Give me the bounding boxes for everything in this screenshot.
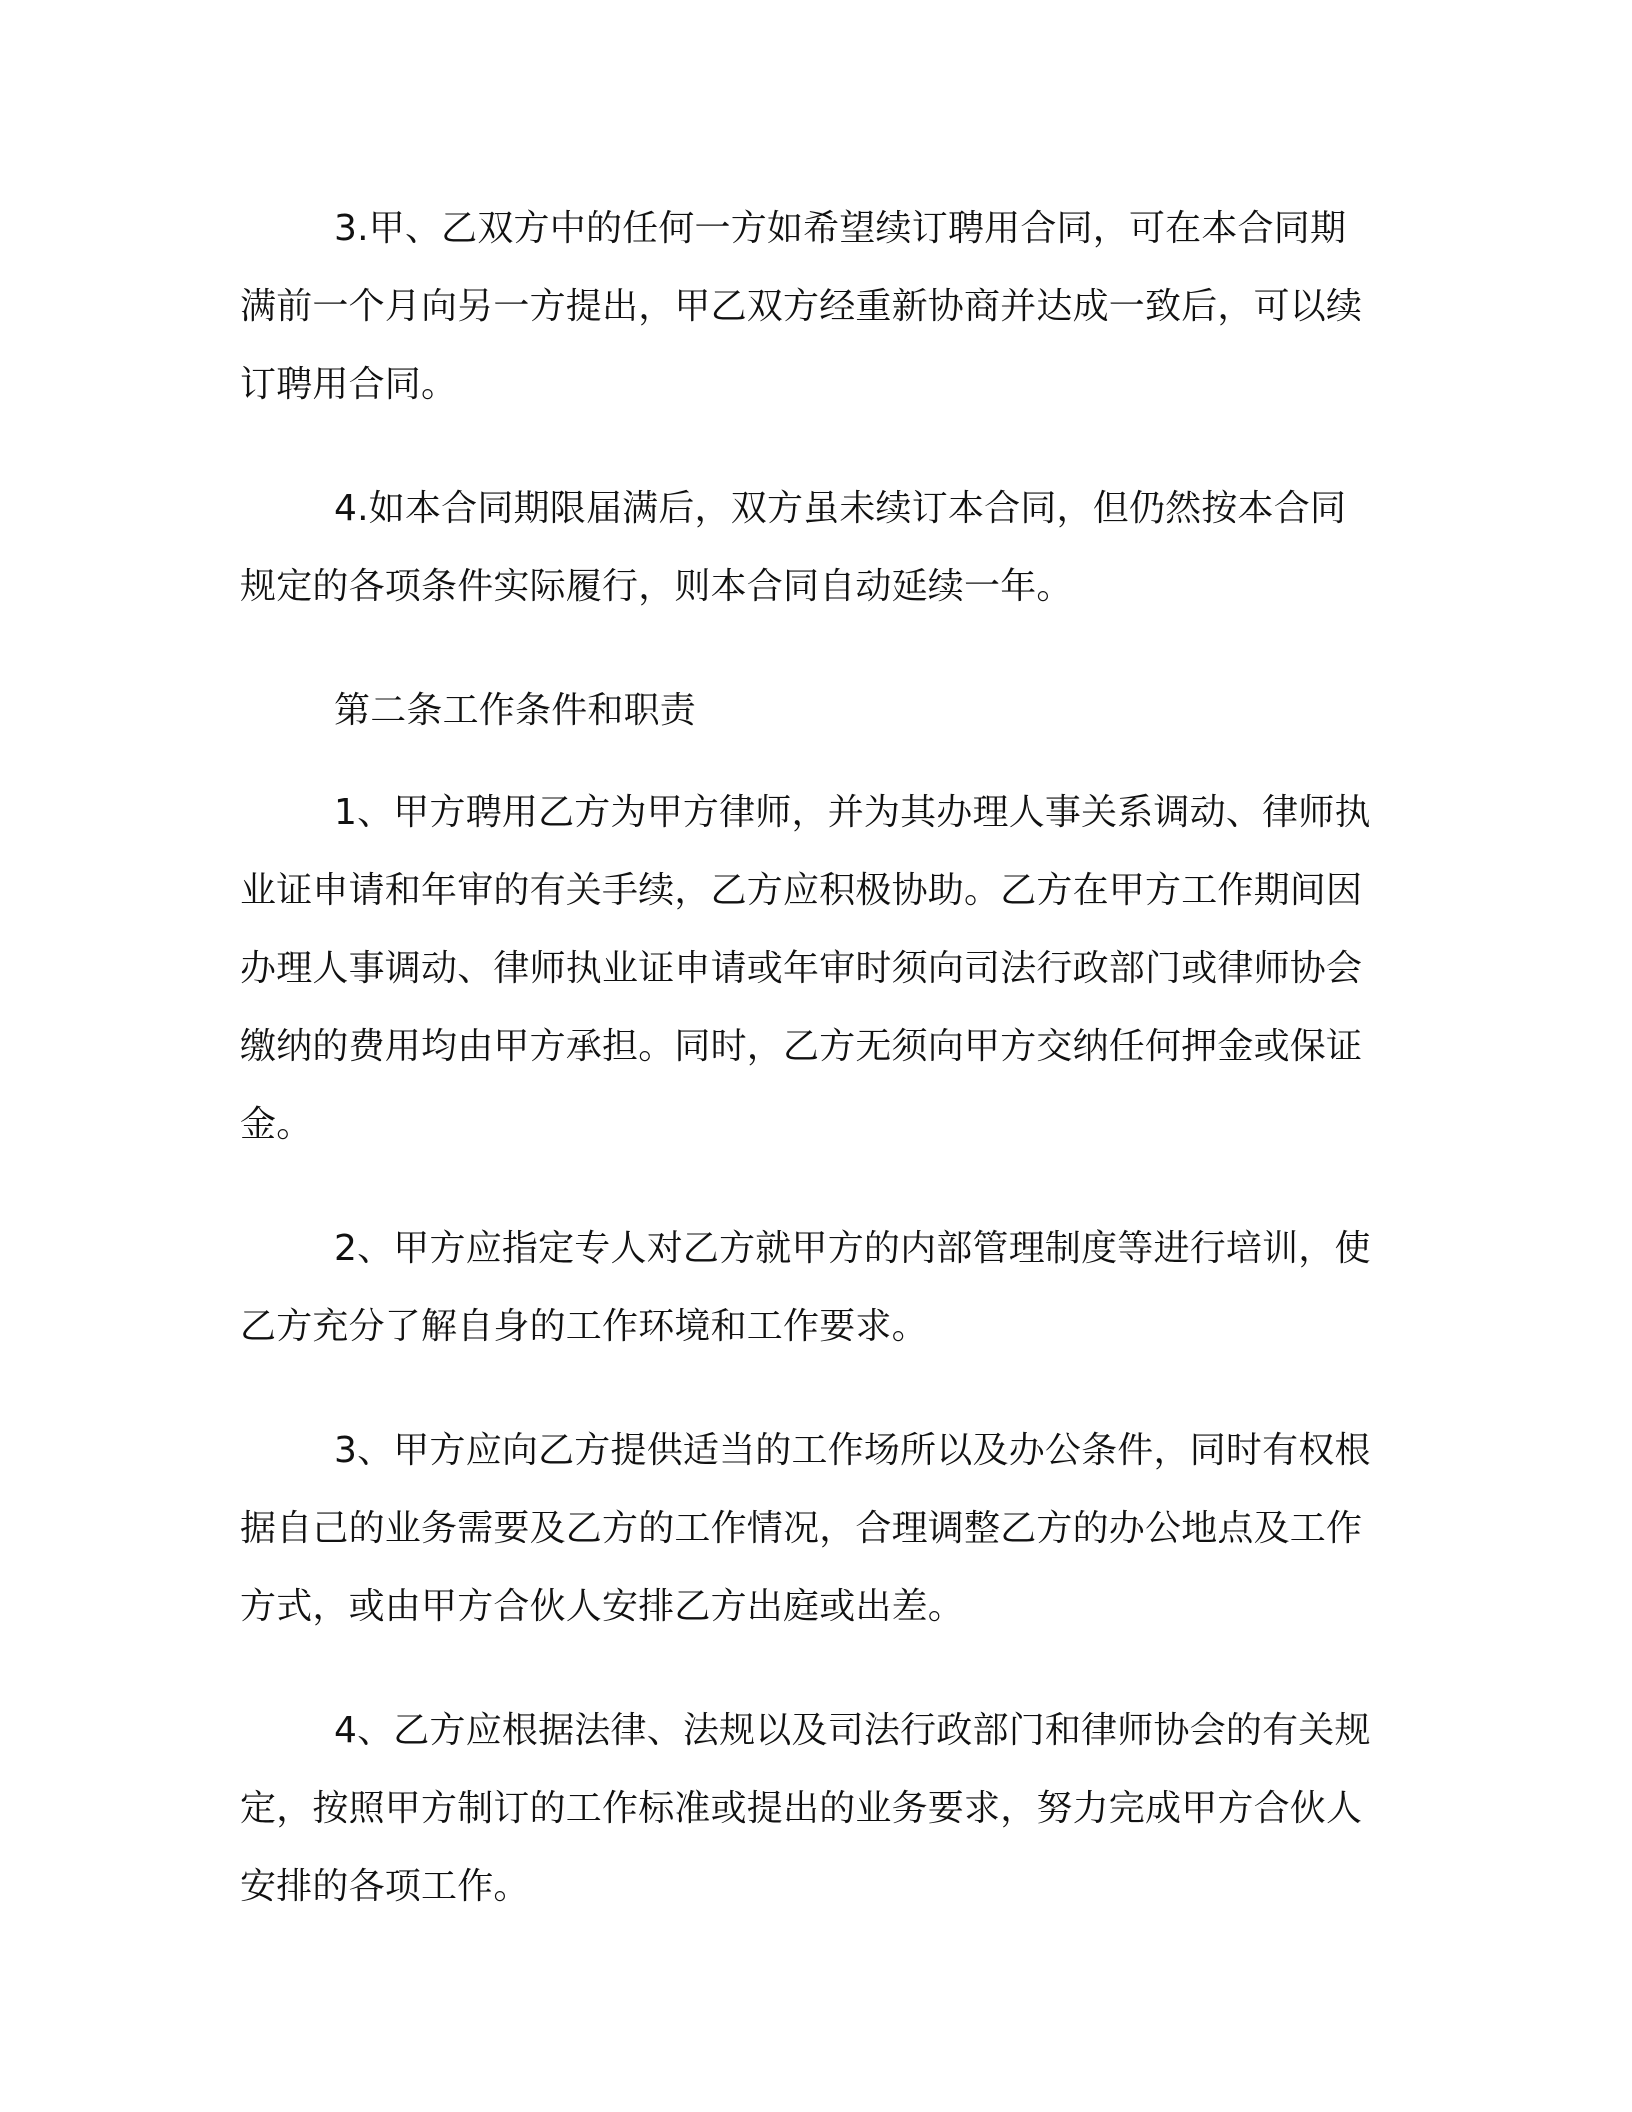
paragraph-article-2-item-2: 2、甲方应指定专人对乙方就甲方的内部管理制度等进行培训，使乙方充分了解自身的工作环境和工作要求。 bbox=[240, 1228, 1371, 1347]
paragraph-article-2-item-4: 4、乙方应根据法律、法规以及司法行政部门和律师协会的有关规定，按照甲方制订的工作标准或提出的业务要求，努力完成甲方合伙人安排的各项工作。 bbox=[240, 1710, 1371, 1907]
paragraph-article-2-item-3: 3、甲方应向乙方提供适当的工作场所以及办公条件，同时有权根据自己的业务需要及乙方的工作情况，合理调整乙方的办公地点及工作方式，或由甲方合伙人安排乙方出庭或出差。 bbox=[240, 1430, 1371, 1627]
paragraph-clause-4-auto-extension: 4.如本合同期限届满后，双方虽未续订本合同，但仍然按本合同规定的各项条件实际履行，则本合同自动延续一年。 bbox=[240, 488, 1347, 607]
paragraph-article-2-item-1: 1、甲方聘用乙方为甲方律师，并为其办理人事关系调动、律师执业证申请和年审的有关手续，乙方应积极协助。乙方在甲方工作期间因办理人事调动、律师执业证申请或年审时须向司法行政部门或律师协会缴纳的费用均由甲方承担。同时，乙方无须向甲方交纳任何押金或保证金。 bbox=[240, 792, 1371, 1145]
document-body bbox=[240, 190, 1380, 1972]
paragraph-clause-3-renewal: 3.甲、乙双方中的任何一方如希望续订聘用合同，可在本合同期满前一个月向另一方提出，甲乙双方经重新协商并达成一致后，可以续订聘用合同。 bbox=[240, 208, 1363, 405]
section-heading-article-2: 第二条工作条件和职责 bbox=[334, 690, 697, 731]
